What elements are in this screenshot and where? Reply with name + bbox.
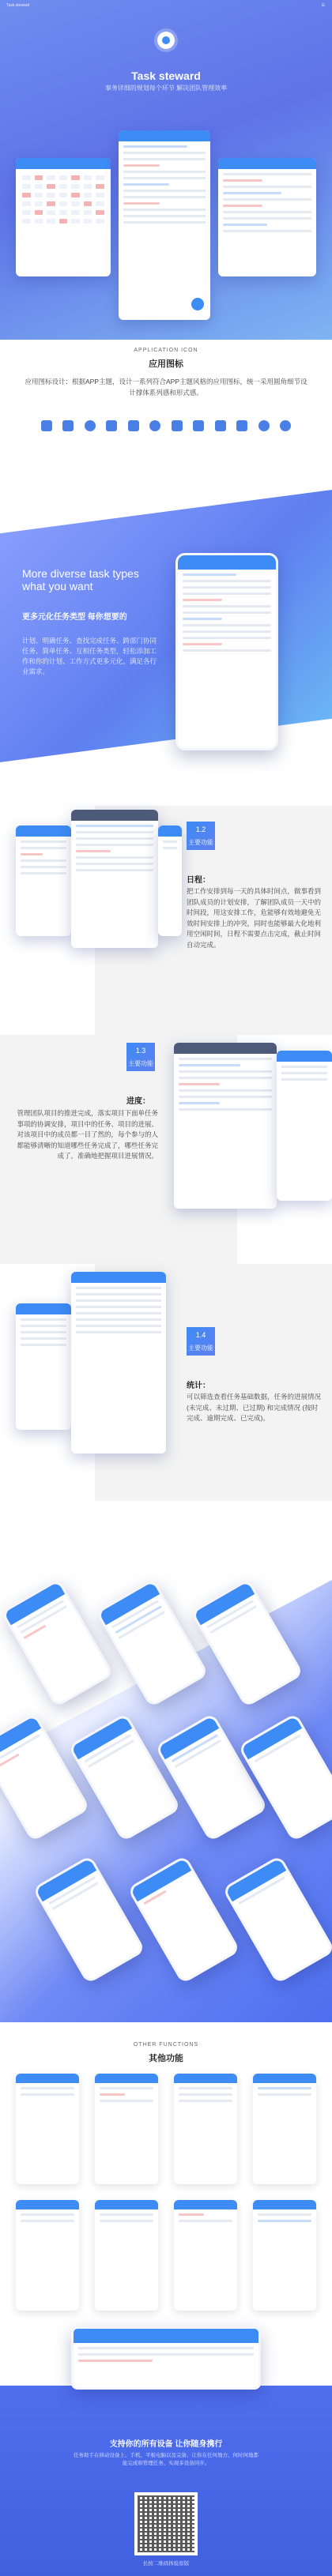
menu-icon[interactable]: ☰ (321, 3, 326, 8)
task-types-phone (175, 553, 278, 750)
calendar-icon (41, 420, 52, 431)
qr-caption: 长按二维码体验原版 (142, 2561, 190, 2567)
icons-section-title-en: APPLICATION ICON (134, 348, 198, 353)
image-icon (236, 420, 247, 431)
hero-subtitle: 事务详细的规划每个环节 解决团队管理效率 (104, 85, 228, 92)
task-types-title-cn: 更多元化任务类型 每你想要的 (22, 613, 127, 622)
feature-13-screen-main (174, 1043, 277, 1209)
list-icon (128, 420, 139, 431)
footer-headline: 支持你的所有设备 让你随身携行 (109, 2440, 223, 2449)
feature-14-screen-main (71, 1272, 166, 1453)
icons-section-title-cn: 应用图标 (149, 359, 183, 369)
task-types-title-en: More diverse task types what you want (22, 567, 139, 592)
qr-code[interactable] (134, 2492, 198, 2555)
location-icon (258, 420, 270, 431)
feature-13-label: 主要功能 (128, 1060, 153, 1067)
camera-icon (193, 420, 204, 431)
feature-14-screen-left (16, 1303, 71, 1430)
task-list-screen (218, 158, 316, 276)
feature-12-number: 1.2 (195, 825, 206, 833)
footer-description: 任务助手在移动设备上、手机、平板电脑以及完备、让你在任何地方、何时何地都能完成和管理任务、实现多设备同步。 (74, 2453, 258, 2466)
feature-13-number: 1.3 (135, 1047, 146, 1055)
feature-12-badge (187, 822, 215, 850)
feature-14-description: 可以筛选查看任务基础数据，任务的进展情况 (未完成、未过期、已过期) 和完成情况 (按时完成、逾期完成、已完成)。 (187, 1393, 322, 1422)
feature-12-description: 把工作安排到每一天的具体时间点，做事看到团队成员的计划安排，了解团队成员一天中的时间段，用这安排工作，危能够有效地避免无效时间安排上的冲突，同时也能够最大化地利用空闲时间，日程不需要点击完成，截止时间自动完成。 (187, 887, 322, 949)
help-icon (280, 420, 291, 431)
other-screen-2 (95, 2074, 158, 2184)
app-icon-row (41, 420, 291, 436)
calendar-screen (16, 158, 111, 276)
feature-13-screen-right (277, 1051, 332, 1201)
chart-icon (106, 420, 117, 431)
feature-14-badge (187, 1327, 215, 1356)
icons-section-description: 应用图标设计：根据APP主题，设计一系列符合APP主题风格的应用图标，统一采用圆角细节设计撑体系列感和形式感。 (25, 378, 307, 397)
feature-12-screen-left (16, 825, 71, 936)
other-screen-1 (16, 2074, 79, 2184)
feature-13-heading: 进度： (126, 1097, 150, 1106)
other-screen-7 (174, 2200, 237, 2311)
clipboard-icon (62, 420, 74, 431)
feature-12-screen-right (158, 825, 182, 936)
brand-name: Task steward (6, 3, 30, 8)
other-screen-5 (16, 2200, 79, 2311)
other-section-title-cn: 其他功能 (149, 2054, 183, 2063)
feature-13-badge (126, 1043, 155, 1071)
user-icon (85, 420, 96, 431)
feature-14-number: 1.4 (195, 1331, 206, 1339)
other-screen-4 (253, 2074, 316, 2184)
feature-12-label: 主要功能 (188, 839, 213, 846)
feature-14-heading: 统计： (187, 1382, 210, 1390)
mic-icon (149, 420, 160, 431)
task-types-band (0, 490, 332, 762)
other-screen-3 (174, 2074, 237, 2184)
document-icon (172, 420, 183, 431)
task-types-description: 计划、明确任务、查找完成任务、跨部门协同任务、简单任务、互相任务类型，轻松添加工作和你的计划、工作方式更多元化，满足各行业需求。 (22, 637, 157, 675)
feature-12-screen-main (71, 810, 158, 948)
feature-14-label: 主要功能 (188, 1344, 213, 1352)
main-phone-screen (119, 130, 210, 320)
footer-devices (71, 2326, 261, 2390)
folder-icon (215, 420, 226, 431)
hero-title: Task steward (131, 70, 201, 82)
other-screen-8 (253, 2200, 316, 2311)
showcase-phone-1 (1, 1578, 115, 1708)
other-section-title-en: OTHER FUNCTIONS (133, 2042, 199, 2048)
other-screen-6 (95, 2200, 158, 2311)
feature-13-description: 管理团队项目的推进完成，落实项目下面单任务事项的协调安排，项目中的任务、项目的进展、对该项目中的成员都一目了然的，每个参与的人都能够清晰的知道哪些任务完成了，哪些任务完成了，准确地把握项目进展情况。 (17, 1109, 158, 1160)
feature-12-heading: 日程： (187, 876, 210, 885)
hero-banner (0, 0, 332, 340)
app-logo-icon (157, 32, 175, 49)
